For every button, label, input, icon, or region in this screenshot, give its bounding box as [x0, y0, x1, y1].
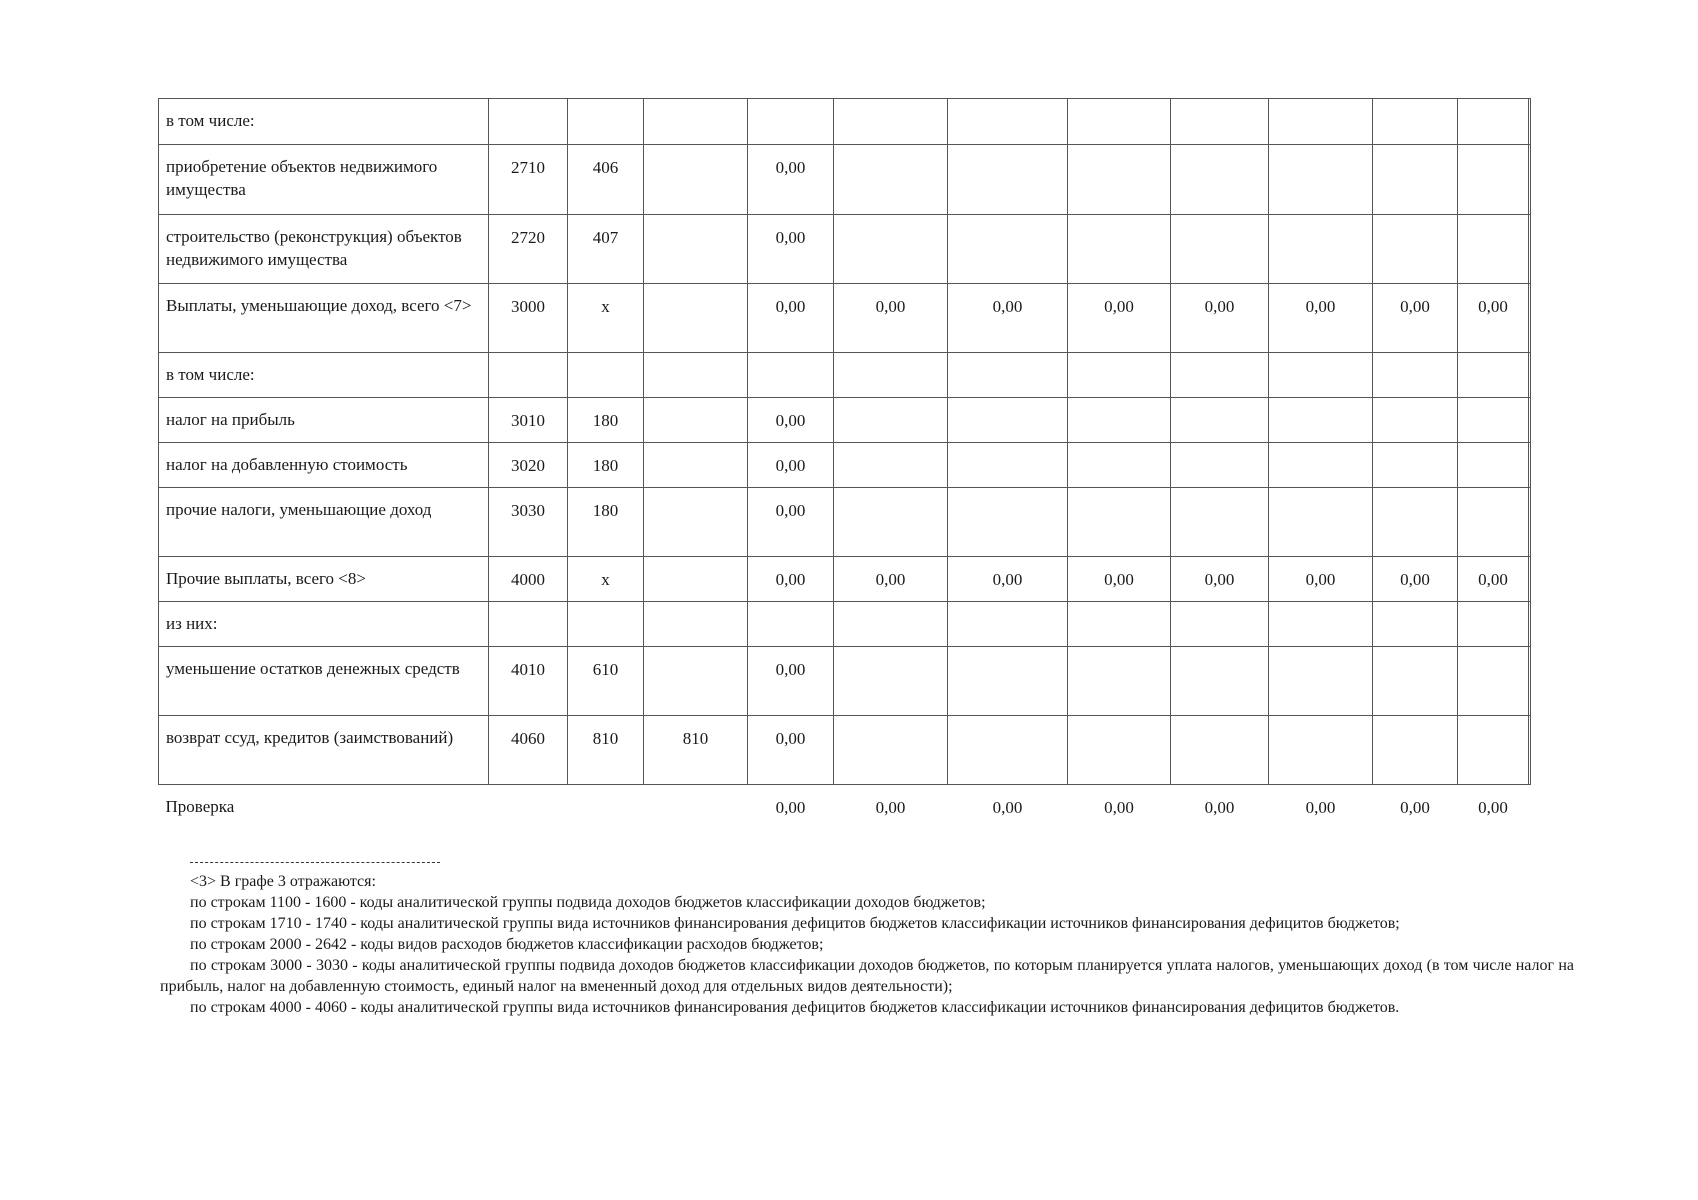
table-cell	[1068, 647, 1171, 716]
table-cell: 810	[644, 716, 748, 785]
table-cell	[948, 99, 1068, 145]
check-row	[159, 785, 1531, 831]
table-cell: 0,00	[748, 215, 834, 284]
table-cell	[568, 602, 644, 647]
table-cell	[1171, 145, 1269, 215]
table-cell	[948, 398, 1068, 443]
table-cell	[1529, 716, 1531, 785]
table-row	[159, 145, 1531, 215]
table-cell	[644, 398, 748, 443]
table-cell	[1373, 443, 1458, 488]
table-cell	[1269, 647, 1373, 716]
table-cell	[834, 398, 948, 443]
table-cell	[1269, 488, 1373, 557]
table-cell: 0,00	[1068, 284, 1171, 353]
table-cell	[1171, 602, 1269, 647]
table-cell	[948, 602, 1068, 647]
footnote-line: по строкам 1100 - 1600 - коды аналитической группы подвида доходов бюджетов классификации доходов бюджетов;	[190, 894, 986, 911]
table-cell	[1458, 488, 1529, 557]
table-cell	[1068, 716, 1171, 785]
table-cell	[834, 602, 948, 647]
table-cell	[948, 488, 1068, 557]
table-cell	[1068, 443, 1171, 488]
table-cell: 0,00	[748, 443, 834, 488]
row-label: Выплаты, уменьшающие доход, всего <7>	[159, 284, 489, 353]
table-cell: 0,00	[1269, 557, 1373, 602]
table-cell	[1458, 353, 1529, 398]
table-cell: 0,00	[775, 798, 806, 817]
table-cell	[489, 785, 568, 831]
row-label: из них:	[159, 602, 489, 647]
table-cell	[644, 785, 748, 831]
table-row	[159, 602, 1531, 647]
footnote-line: по строкам 1710 - 1740 - коды аналитической группы вида источников финансирования дефицитов бюджетов классификации источников финансирования дефицитов бюджетов;	[190, 915, 1400, 932]
table-cell: 0,00	[1305, 798, 1336, 817]
footnote-heading: <3> В графе 3 отражаются:	[190, 873, 376, 890]
footnote-line: по строкам 2000 - 2642 - коды видов расходов бюджетов классификации расходов бюджетов;	[190, 936, 824, 953]
table-cell: 0,00	[748, 398, 834, 443]
table-cell	[644, 99, 748, 145]
table-cell	[834, 215, 948, 284]
table-cell	[644, 145, 748, 215]
table-cell	[1269, 398, 1373, 443]
table-cell	[644, 215, 748, 284]
table-cell	[1529, 145, 1531, 215]
table-cell	[1068, 602, 1171, 647]
budget-table	[158, 98, 1531, 831]
table-cell	[489, 353, 568, 398]
table-cell	[1171, 353, 1269, 398]
table-cell: 0,00	[834, 284, 948, 353]
table-cell	[644, 284, 748, 353]
table-cell: 0,00	[748, 488, 834, 557]
table-cell	[1068, 488, 1171, 557]
table-cell	[1529, 99, 1531, 145]
table-cell	[1373, 602, 1458, 647]
table-cell	[489, 99, 568, 145]
row-label: Прочие выплаты, всего <8>	[159, 557, 489, 602]
table-cell	[1171, 99, 1269, 145]
table-cell	[1269, 215, 1373, 284]
row-label: приобретение объектов недвижимого имущества	[159, 145, 489, 215]
table-cell: 180	[568, 488, 644, 557]
table-row	[159, 398, 1531, 443]
table-cell: 0,00	[748, 647, 834, 716]
table-cell: 0,00	[992, 798, 1023, 817]
table-cell	[1529, 602, 1531, 647]
table-cell: 0,00	[948, 284, 1068, 353]
table-cell	[1269, 353, 1373, 398]
table-cell: 180	[568, 443, 644, 488]
table-cell: 0,00	[1458, 284, 1529, 353]
table-cell: 0,00	[1400, 798, 1430, 817]
row-label: в том числе:	[159, 99, 489, 145]
table-cell: 0,00	[1458, 557, 1529, 602]
table-cell	[1373, 145, 1458, 215]
table-cell	[1373, 398, 1458, 443]
table-cell	[948, 716, 1068, 785]
table-cell	[644, 602, 748, 647]
table-cell: 0,00	[834, 557, 948, 602]
table-cell: 4010	[489, 647, 568, 716]
table-cell: 3010	[489, 398, 568, 443]
table-cell	[834, 145, 948, 215]
table-cell: 0,00	[875, 798, 906, 817]
table-cell	[948, 647, 1068, 716]
table-cell: 0,00	[948, 557, 1068, 602]
table-cell	[1458, 145, 1529, 215]
table-cell	[1529, 557, 1531, 602]
table-cell: 610	[568, 647, 644, 716]
table-cell	[1529, 647, 1531, 716]
table-cell: 4060	[489, 716, 568, 785]
table-cell	[1458, 398, 1529, 443]
table-cell	[948, 215, 1068, 284]
table-cell	[644, 353, 748, 398]
table-row	[159, 716, 1531, 785]
table-cell	[1269, 602, 1373, 647]
table-cell	[1068, 145, 1171, 215]
table-cell: 0,00	[1478, 798, 1508, 817]
table-cell	[1529, 785, 1531, 831]
table-cell	[948, 353, 1068, 398]
table-cell	[1068, 353, 1171, 398]
table-cell	[568, 99, 644, 145]
table-cell: 3000	[489, 284, 568, 353]
row-label: уменьшение остатков денежных средств	[159, 647, 489, 716]
table-cell	[1373, 647, 1458, 716]
table-cell	[644, 488, 748, 557]
table-cell	[1458, 716, 1529, 785]
table-row	[159, 99, 1531, 145]
table-cell	[1458, 443, 1529, 488]
table-row	[159, 557, 1531, 602]
row-label: в том числе:	[159, 353, 489, 398]
table-cell	[948, 443, 1068, 488]
table-cell: 0,00	[1104, 798, 1134, 817]
table-cell	[1458, 602, 1529, 647]
table-cell	[1269, 99, 1373, 145]
table-cell	[1458, 647, 1529, 716]
table-cell	[489, 602, 568, 647]
table-cell	[1458, 215, 1529, 284]
table-cell: 0,00	[1068, 557, 1171, 602]
table-cell: 810	[568, 716, 644, 785]
row-label: строительство (реконструкция) объектов недвижимого имущества	[159, 215, 489, 284]
table-cell: 3030	[489, 488, 568, 557]
table-cell	[1529, 443, 1531, 488]
table-cell	[834, 716, 948, 785]
table-cell: x	[568, 284, 644, 353]
table-cell: 0,00	[748, 716, 834, 785]
table-cell	[568, 785, 644, 831]
table-cell	[1171, 443, 1269, 488]
footnote-line: по строкам 3000 - 3030 - коды аналитической группы подвида доходов бюджетов классификации доходов бюджетов, по которым планируется уплата налогов, уменьшающих доход (в том числе налог на прибыль, налог на добавленную стоимость, единый налог на вмененный доход для отдельных видов деятельности);	[160, 957, 1574, 995]
table-cell	[1171, 215, 1269, 284]
table-cell	[1269, 716, 1373, 785]
table-cell	[644, 443, 748, 488]
footnotes	[160, 862, 1574, 1018]
table-cell: x	[568, 557, 644, 602]
row-label: налог на добавленную стоимость	[159, 443, 489, 488]
table-cell: 3020	[489, 443, 568, 488]
check-label: Проверка	[165, 797, 235, 816]
table-cell	[644, 557, 748, 602]
table-cell	[1068, 398, 1171, 443]
table-row	[159, 443, 1531, 488]
table-cell: 180	[568, 398, 644, 443]
table-cell: 0,00	[1204, 798, 1235, 817]
table-row	[159, 647, 1531, 716]
table-row	[159, 353, 1531, 398]
table-cell: 0,00	[748, 557, 834, 602]
table-cell: 2710	[489, 145, 568, 215]
table-cell	[1269, 145, 1373, 215]
table-cell: 2720	[489, 215, 568, 284]
table-cell	[644, 647, 748, 716]
table-cell	[1529, 353, 1531, 398]
table-cell: 0,00	[1373, 284, 1458, 353]
table-row	[159, 215, 1531, 284]
table-cell	[834, 488, 948, 557]
table-cell	[1373, 99, 1458, 145]
table-cell	[1373, 716, 1458, 785]
table-cell: 407	[568, 215, 644, 284]
table-cell	[748, 353, 834, 398]
table-row	[159, 284, 1531, 353]
table-cell: 0,00	[748, 284, 834, 353]
table-cell	[1171, 647, 1269, 716]
table-cell	[1373, 488, 1458, 557]
row-label: возврат ссуд, кредитов (заимствований)	[159, 716, 489, 785]
table-cell	[834, 443, 948, 488]
footnote-line: по строкам 4000 - 4060 - коды аналитической группы вида источников финансирования дефицитов бюджетов классификации источников финансирования дефицитов бюджетов.	[190, 999, 1400, 1016]
table-cell	[1171, 716, 1269, 785]
table-cell	[748, 602, 834, 647]
table-cell	[568, 353, 644, 398]
table-cell	[1373, 215, 1458, 284]
table-cell	[1529, 488, 1531, 557]
row-label: налог на прибыль	[159, 398, 489, 443]
table-cell	[834, 99, 948, 145]
row-label: прочие налоги, уменьшающие доход	[159, 488, 489, 557]
table-cell	[1529, 215, 1531, 284]
table-cell	[1269, 443, 1373, 488]
table-cell: 0,00	[748, 145, 834, 215]
table-cell	[1068, 99, 1171, 145]
table-row	[159, 488, 1531, 557]
table-cell	[1171, 488, 1269, 557]
table-cell	[834, 353, 948, 398]
table-cell	[1171, 398, 1269, 443]
table-cell	[1068, 215, 1171, 284]
table-cell	[1373, 353, 1458, 398]
table-cell: 0,00	[1171, 284, 1269, 353]
table-cell: 0,00	[1373, 557, 1458, 602]
table-cell	[1458, 99, 1529, 145]
table-cell	[834, 647, 948, 716]
table-cell	[1529, 398, 1531, 443]
table-cell: 406	[568, 145, 644, 215]
table-cell	[1529, 284, 1531, 353]
footnote-separator	[190, 862, 440, 863]
table-cell: 0,00	[1269, 284, 1373, 353]
table-cell: 4000	[489, 557, 568, 602]
table-cell: 0,00	[1171, 557, 1269, 602]
table-cell	[948, 145, 1068, 215]
table-cell	[748, 99, 834, 145]
